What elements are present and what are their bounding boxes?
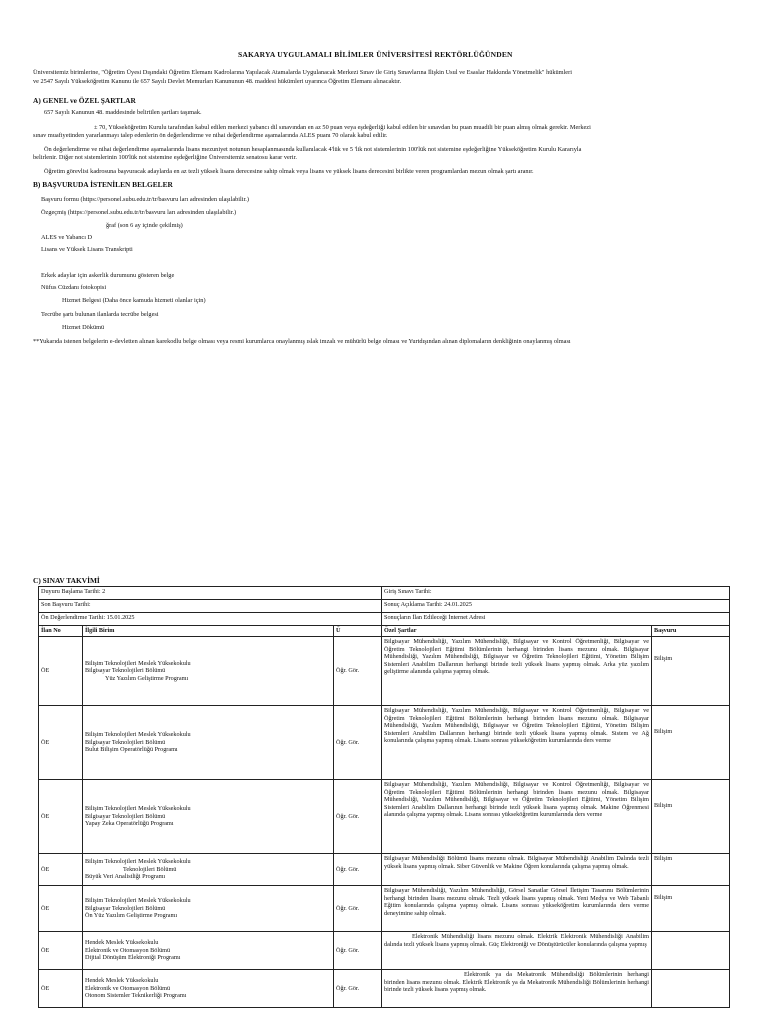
- birim-line: Bilişim Teknolojileri Meslek Yüksekokulu: [85, 659, 191, 667]
- birim-line: Yapay Zeka Operatörlüğü Programı: [85, 820, 174, 828]
- table-row: [39, 780, 730, 854]
- birim-line: Bilgisayar Teknolojileri Bölümü: [85, 812, 166, 820]
- ilan-no: ÖE: [39, 932, 83, 970]
- ilan-no: ÖE: [39, 706, 83, 780]
- birim: [83, 637, 334, 706]
- doc-item: Lisans ve Yüksek Lisans Transkripti: [41, 246, 133, 253]
- doc-item: ALES ve Yabancı D: [41, 234, 93, 241]
- birim-line: Elektronik ve Otomasyon Bölümü: [85, 946, 171, 954]
- page-title: SAKARYA UYGULAMALI BİLİMLER ÜNİVERSİTESİ REKTÖRLÜĞÜNDEN: [238, 50, 513, 59]
- unvan: Öğr. Gör.: [334, 637, 382, 706]
- section-a-p4: Öğretim görevlisi kadrosuna başvuracak adaylarda en az tezli yüksek lisans derecesine sahip olmak veya lisans ve yüksek lisans derecesini birlikte veren programlardan mezun olmak şartı aranır.: [44, 168, 534, 175]
- pre-evaluation-date: Ön Değerlendirme Tarihi: 15.01.2025: [39, 613, 382, 626]
- unvan: Öğr. Gör.: [334, 970, 382, 1008]
- table-row: [39, 854, 730, 886]
- birim-line: Bilişim Teknolojileri Meslek Yüksekokulu: [85, 731, 191, 739]
- section-b-heading: B) BAŞVURUDA İSTENİLEN BELGELER: [33, 180, 173, 189]
- exam-calendar-table: [38, 586, 730, 1008]
- birim-line: Teknolojileri Bölümü: [123, 865, 177, 873]
- birim: [83, 886, 334, 932]
- doc-item: Nüfus Cüzdanı fotokopisi: [41, 284, 107, 291]
- ilan-no: ÖE: [39, 854, 83, 886]
- result-announcement-date: Sonuç Açıklama Tarihi: 24.01.2025: [382, 600, 730, 613]
- entrance-exam-date: Giriş Sınavı Tarihi:: [382, 587, 730, 600]
- birim-line: Bilgisayar Teknolojileri Bölümü: [85, 667, 166, 675]
- birim-line: Bulut Bilişim Operatörlüğü Programı: [85, 746, 178, 754]
- announcement-start-date: Duyuru Başlama Tarihi: 2: [39, 587, 382, 600]
- table-row: [39, 886, 730, 932]
- basvuru: Bilişim: [652, 854, 730, 886]
- birim: [83, 854, 334, 886]
- birim-line: Hendek Meslek Yüksekokulu: [85, 939, 159, 947]
- unvan: Öğr. Gör.: [334, 932, 382, 970]
- birim-line: Bilişim Teknolojileri Meslek Yüksekokulu: [85, 858, 191, 866]
- section-c-heading: C) SINAV TAKVİMİ: [33, 576, 100, 585]
- ozel-sartlar: Bilgisayar Mühendisliği Bölümü lisans mezunu olmak. Bilgisayar Mühendisliği Anabilim Dalında tezli yüksek lisans yapmış olmak. Siber Güvenlik ve Makine Öğren konularında çalışma yapmış olmak.: [382, 854, 652, 886]
- unvan: Öğr. Gör.: [334, 780, 382, 854]
- section-a-p1: 657 Sayılı Kanunun 48. maddesinde belirtilen şartları taşımak.: [44, 109, 202, 116]
- doc-item: ğraf (son 6 ay içinde çekilmiş): [106, 222, 183, 229]
- birim: [83, 970, 334, 1008]
- basvuru: [652, 970, 730, 1008]
- table-row: [39, 970, 730, 1008]
- birim: [83, 706, 334, 780]
- documents-note: **Yukarıda istenen belgelerin e-devletten alınan karekodlu belge olması veya resmi kurumlarca onaylanmış ıslak imzalı ve mühürlü belge olması ve Yurtdışından alınan diplomaların denkliğinin onaylanmış olması: [33, 338, 571, 345]
- basvuru: Bilişim: [652, 706, 730, 780]
- basvuru: Bilişim: [652, 886, 730, 932]
- doc-item: Başvuru formu (https://personel.subu.edu.tr/tr/basvuru ları adresinden ulaşılabilir.): [41, 196, 249, 203]
- ozel-sartlar: Elektronik ya da Mekatronik Mühendisliği Bölümlerinin herhangi birinden lisans mezunu olmak. Elektrik Elektronik ya da Mekatronik Mühendisliği Bölümlerinin herhangi birinde tezli yüksek lisans yapmış olmak.: [382, 970, 652, 1008]
- ilan-no: ÖE: [39, 780, 83, 854]
- section-a-heading: A) GENEL ve ÖZEL ŞARTLAR: [33, 96, 136, 105]
- ozel-sartlar: Bilgisayar Mühendisliği, Yazılım Mühendisliği, Görsel Sanatlar Görsel İletişim Tasarımı Bölümlerinin herhangi birinden lisans mezunu olmak. Tezli yüksek lisans yapmış olmak. Yeni Medya ve Web Tabanlı Eğitim konularında çalışma yapmış olmak. Lisans sonrası yükseköğretim kurumlarında ders verme deneyimine sahip olmak.: [382, 886, 652, 932]
- ozel-sartlar: Elektronik Mühendisliği lisans mezunu olmak. Elektrik Elektronik Mühendisliği Anabilim dalında tezli yüksek lisans yapmış olmak. Güç Elektroniği ve Dönüştürücüler konularında çalışma yapmış: [382, 932, 652, 970]
- unvan: Öğr. Gör.: [334, 854, 382, 886]
- section-a-p3a: Ön değerlendirme ve nihai değerlendirme aşamalarında lisans mezuniyet notunun hesaplanmasında kullanılacak 4'lük ve 5 'lik not sistemlerinin 100'lük not sistemine eşdeğerliğine Yükseköğretim Kurulu Kararıyla: [44, 146, 582, 153]
- birim: [83, 932, 334, 970]
- table-row: [39, 706, 730, 780]
- doc-item: Hizmet Dökümü: [62, 324, 105, 331]
- doc-item: Özgeçmiş (https://personel.subu.edu.tr/tr/basvuru ları adresinden ulaşılabilir.): [41, 209, 237, 216]
- basvuru: Bilişim: [652, 637, 730, 706]
- birim-line: Ön Yüz Yazılım Geliştirme Programı: [85, 912, 178, 920]
- doc-item: Erkek adaylar için askerlik durumunu gösteren belge: [41, 272, 175, 279]
- ilan-no: ÖE: [39, 886, 83, 932]
- ilan-no: ÖE: [39, 970, 83, 1008]
- ozel-sartlar: Bilgisayar Mühendisliği, Yazılım Mühendisliği, Bilgisayar ve Kontrol Öğretmenliği, Bilgisayar ve Öğretim Teknolojileri Eğitimi Bölümlerinin herhangi birinden lisans mezunu olmak. Bilgisayar Mühendisliği, Yazılım Mühendisliği, Bilgisayar ve Öğretim Teknolojileri Eğitimi, Yönetim Bilişim Sistemleri Anabilim Dallarının herhangi birinde tezli yüksek lisans yapmış olmak. Arka yüz yazılım geliştirme alanında çalışma yapmış olmak.: [382, 637, 652, 706]
- basvuru: [652, 932, 730, 970]
- birim-line: Dijital Dönüşüm Elektroniği Programı: [85, 954, 181, 962]
- birim-line: Elektronik ve Otomasyon Bölümü: [85, 984, 171, 992]
- section-a-p2a: ± 70, Yükseköğretim Kurulu tarafından kabul edilen merkezi yabancı dil sınavından en az 50 puan veya eşdeğerliği kabul edilen bir sınavdan bu puan muadili bir puan almış olmak gerekir. Merkezi: [94, 124, 591, 131]
- intro-line-1: Üniversitemiz birimlerine, "Öğretim Üyesi Dışındaki Öğretim Elemanı Kadrolarına Yapılacak Atamalarda Uygulanacak Merkezi Sınav ile Giriş Sınavlarına İlişkin Usul ve Esaslar Hakkında Yönetmelik" hükümleri: [33, 69, 572, 76]
- ozel-sartlar: Bilgisayar Mühendisliği, Yazılım Mühendisliği, Bilgisayar ve Kontrol Öğretmenliği, Bilgisayar ve Öğretim Teknolojileri Eğitimi Bölümlerinin herhangi birinden lisans mezunu olmak. Bilgisayar Mühendisliği, Yazılım Mühendisliği, Bilgisayar ve Öğretim Teknolojileri Eğitimi, Yönetim Bilişim Sistemleri Anabilim Dallarının herhangi birinde tezli yüksek lisans yapmış olmak. Sistem ve Ağ konularında çalışma yapmış olmak. Lisans sonrası yükseköğretim kurumlarında ders verme: [382, 706, 652, 780]
- column-header: İlan No: [39, 626, 83, 637]
- unvan: Öğr. Gör.: [334, 886, 382, 932]
- birim-line: Hendek Meslek Yüksekokulu: [85, 977, 159, 985]
- basvuru: Bilişim: [652, 780, 730, 854]
- last-application-date: Son Başvuru Tarihi:: [39, 600, 382, 613]
- column-header: Ü: [334, 626, 382, 637]
- birim-line: Yüz Yazılım Geliştirme Programı: [105, 674, 189, 682]
- intro-line-2: ve 2547 Sayılı Yükseköğretim Kanunu ile 657 Sayılı Devlet Memurları Kanununun 48. maddesi hükümleri uyarınca Öğretim Elemanı alınacaktır.: [33, 78, 402, 85]
- birim-line: Bilgisayar Teknolojileri Bölümü: [85, 738, 166, 746]
- birim-line: Büyük Veri Analistliği Programı: [85, 873, 166, 881]
- doc-item: Hizmet Belgesi (Daha önce kamuda hizmeti olanlar için): [62, 297, 206, 304]
- ilan-no: ÖE: [39, 637, 83, 706]
- column-header: Özel Şartlar: [382, 626, 652, 637]
- column-header: İlgili Birim: [83, 626, 334, 637]
- section-a-p3b: belirlenir. Diğer not sistemlerinin 100'lük not sistemine eşdeğerliğine Üniversitemiz senatosu karar verir.: [33, 154, 297, 161]
- birim-line: Bilgisayar Teknolojileri Bölümü: [85, 904, 166, 912]
- table-row: [39, 637, 730, 706]
- birim-line: Bilişim Teknolojileri Meslek Yüksekokulu: [85, 897, 191, 905]
- birim-line: Bilişim Teknolojileri Meslek Yüksekokulu: [85, 805, 191, 813]
- birim-line: Otonom Sistemler Teknikerliği Programı: [85, 992, 187, 1000]
- ozel-sartlar: Bilgisayar Mühendisliği, Yazılım Mühendisliği, Bilgisayar ve Kontrol Öğretmenliği, Bilgisayar ve Öğretim Teknolojileri Eğitimi Bölümlerinin herhangi birinden lisans mezunu olmak. Bilgisayar Mühendisliği, Yazılım Mühendisliği, Bilgisayar ve Öğretim Teknolojileri Eğitimi, Yönetim Bilişim Sistemleri Anabilim Dallarının herhangi birinde tezli yüksek lisans yapmış olmak. Makine Öğrenmesi alanında çalışma yapmış olmak. Lisans sonrası yükseköğretim kurumlarında ders verme: [382, 780, 652, 854]
- unvan: Öğr. Gör.: [334, 706, 382, 780]
- table-row: [39, 932, 730, 970]
- column-header: Başvuru: [652, 626, 730, 637]
- section-a-p2b: sınav muafiyetinden yararlanmayı talep edenlerin ön değerlendirme ve nihai değerlendirme aşamalarında ALES puanı 70 olarak kabul edilir.: [33, 132, 388, 139]
- doc-item: Tecrübe şartı bulunan ilanlarda tecrübe belgesi: [41, 311, 159, 318]
- results-website: Sonuçların İlan Edileceği İnternet Adresi: [382, 613, 730, 626]
- birim: [83, 780, 334, 854]
